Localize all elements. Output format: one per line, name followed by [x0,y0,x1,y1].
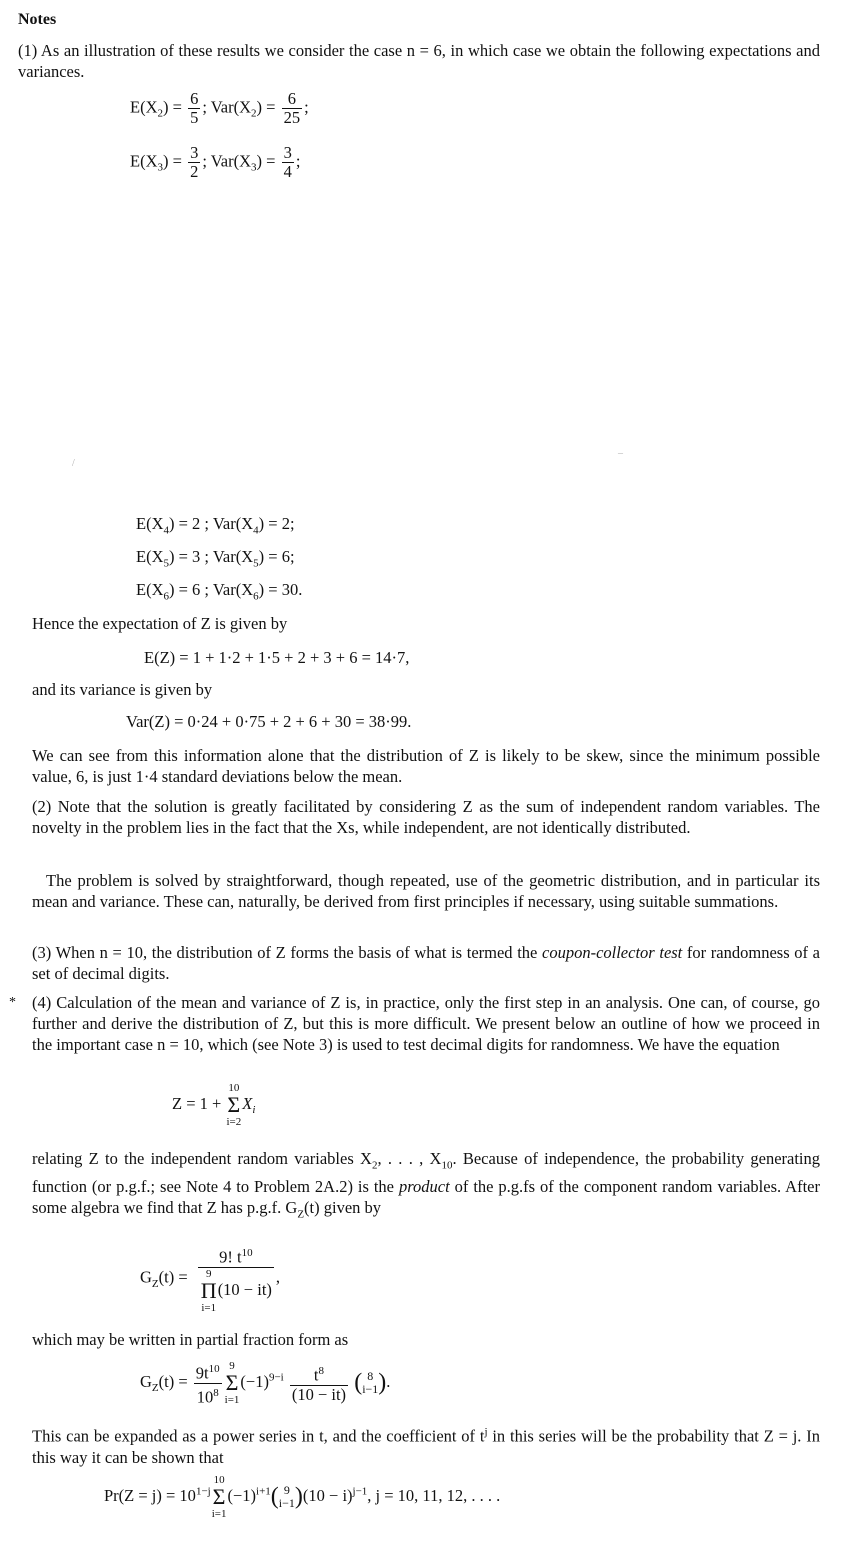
equation-prob-z: $Pr(Z = j) = 10^{1-j}$ 10 Σ i=1 $(-1)^{i+1}$( 9 i−1 )$(10 - i)^{j-1}$, j = 10, 11, 12, . . . . [104,1474,501,1520]
partial-fraction-text: which may be written in partial fraction form as [32,1330,349,1349]
and-variance-text: and its variance is given by [32,680,213,699]
notes-heading: Notes [18,11,57,28]
equation-x3: $E(X_3)$ = $\frac{3}{2}$ ; $Var(X_3)$ = $\frac{3}{4}$ ; [130,143,301,181]
skew-paragraph: We can see from this information alone that the distribution of Z is likely to be skew, since the minimum possible value, 6, is just 1·4 standard deviations below the mean. [32,746,820,786]
equation-x6: $E(X_6) = 6$ ; $Var(X_6) = 30$. [136,580,303,603]
equation-x4: $E(X_4) = 2$ ; $Var(X_4) = 2$; [136,514,295,537]
equation-ez: E(Z) = 1 + 1·2 + 1·5 + 2 + 3 + 6 = 14·7, [144,648,410,667]
note-3-text: (3) When n = 10, the distribution of Z forms the basis of what is termed the coupon-collector test for randomness of a set of decimal digits. [32,943,820,983]
equation-x5: $E(X_5) = 3$ ; $Var(X_5) = 6$; [136,547,295,570]
solved-paragraph: The problem is solved by straightforward, though repeated, use of the geometric distribution, and in particular its mean and variance. These can, naturally, be derived from first principles if necessary, using suitable summations. [32,871,820,911]
hence-text: Hence the expectation of Z is given by [32,614,288,633]
equation-varz: Var(Z) = 0·24 + 0·75 + 2 + 6 + 30 = 38·99. [126,712,412,731]
note-1-text: (1) As an illustration of these results we consider the case n = 6, in which case we obtain the following expectations and variances. [18,41,820,81]
scan-speck: ‒ [618,448,623,459]
coupon-collector-term: coupon-collector test [542,943,683,962]
expand-paragraph: This can be expanded as a power series in t, and the coefficient of $t^j$ in this series will be the probability that Z = j. In this way it can be shown that [32,1426,820,1467]
note-4-text: (4) Calculation of the mean and variance of Z is, in practice, only the first step in an analysis. One can, of course, go further and derive the distribution of Z, but this is more difficult. We present below an outline of how we proceed in the important case n = 10, which (see Note 3) is used to test decimal digits for randomness. We have the equation [32,993,820,1054]
equation-gz-product: $G_Z(t)$ = 9! $t^{10}$ 9 Π i=1 (10 − it) , [140,1244,280,1314]
summation-symbol: 10 Σ i=2 [226,1082,242,1128]
note-2-text: (2) Note that the solution is greatly facilitated by considering Z as the sum of independent random variables. The novelty in the problem lies in the fact that the Xs, while independent, are not identically distributed. [32,797,820,837]
star-marker: * [9,995,16,1010]
equation-gz-partial: $G_Z(t)$ = $\frac{9t^{10}}{10^8}$ 9 Σ i=1 $(-1)^{9-i}$ $\frac{t^8}{(10 - it)}$ ( 8 i−1 ). [140,1360,391,1406]
relating-paragraph: relating Z to the independent random variables $X_2$, . . . , $X_{10}$. Because of independence, the probability generating function (or p.g.f.; see Note 4 to Problem 2A.2) is the product of the p.g.fs of the component random variables. After some algebra we find that Z has p.g.f. $G_Z(t)$ given by [32,1149,820,1221]
equation-x2: $E(X_2)$ = $\frac{6}{5}$ ; $Var(X_2)$ = $\frac{6}{25}$ ; [130,89,309,127]
scan-speck: / [72,458,75,469]
equation-z-sum: Z = 1 + 10 Σ i=2 $X_i$ [172,1082,256,1128]
